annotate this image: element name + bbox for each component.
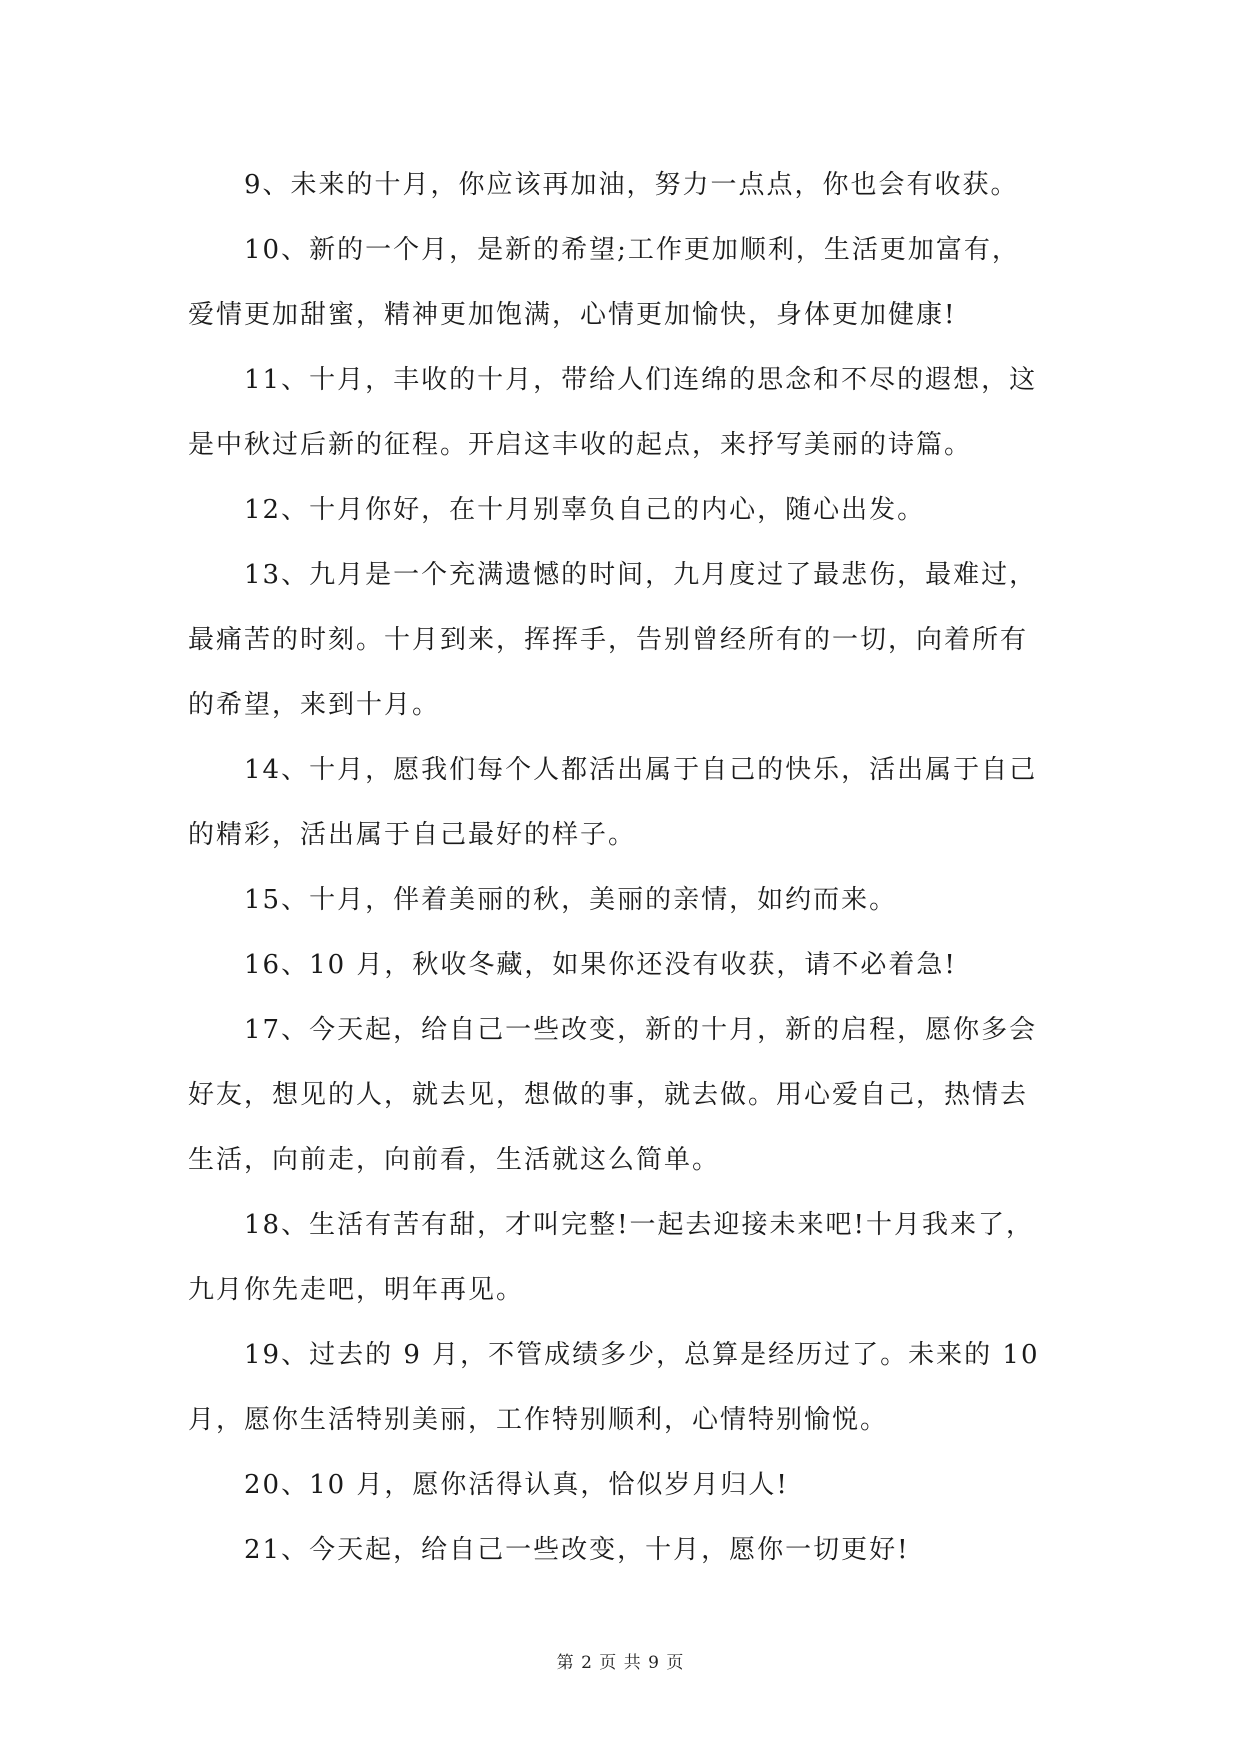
- paragraph-line: 13、九月是一个充满遗憾的时间，九月度过了最悲伤，最难过，: [244, 560, 1038, 590]
- paragraph-line: 好友，想见的人，就去见，想做的事，就去做。用心爱自己，热情去: [188, 1080, 1029, 1110]
- paragraph: [188, 478, 1054, 543]
- paragraph-line: 20、10 月，愿你活得认真，恰似岁月归人!: [244, 1470, 789, 1500]
- paragraph-line: 15、十月，伴着美丽的秋，美丽的亲情，如约而来。: [244, 885, 898, 915]
- paragraph-line: 九月你先走吧，明年再见。: [188, 1275, 525, 1305]
- paragraph-line: 的希望，来到十月。: [188, 690, 441, 720]
- paragraph-line: 16、10 月，秋收冬藏，如果你还没有收获，请不必着急!: [244, 950, 957, 980]
- paragraph: [188, 543, 1054, 738]
- paragraph-line: 是中秋过后新的征程。开启这丰收的起点，来抒写美丽的诗篇。: [188, 430, 973, 460]
- paragraph-line: 14、十月，愿我们每个人都活出属于自己的快乐，活出属于自己: [244, 755, 1038, 785]
- paragraph: [188, 933, 1054, 998]
- paragraph: [188, 218, 1054, 348]
- paragraph: [188, 153, 1054, 218]
- paragraph-line: 爱情更加甜蜜，精神更加饱满，心情更加愉快，身体更加健康!: [188, 300, 957, 330]
- paragraph-line: 11、十月，丰收的十月，带给人们连绵的思念和不尽的遐想，这: [244, 365, 1038, 395]
- paragraph-line: 月，愿你生活特别美丽，工作特别顺利，心情特别愉悦。: [188, 1405, 889, 1435]
- paragraph: [188, 1518, 1054, 1583]
- paragraph: [188, 1323, 1054, 1453]
- paragraph: [188, 998, 1054, 1193]
- paragraph-line: 10、新的一个月，是新的希望;工作更加顺利，生活更加富有，: [244, 235, 1020, 265]
- paragraph-line: 生活，向前走，向前看，生活就这么简单。: [188, 1145, 721, 1175]
- paragraph-line: 17、今天起，给自己一些改变，新的十月，新的启程，愿你多会: [244, 1015, 1038, 1045]
- paragraph-line: 21、今天起，给自己一些改变，十月，愿你一切更好!: [244, 1535, 910, 1565]
- paragraph-line: 19、过去的 9 月，不管成绩多少，总算是经历过了。未来的 10: [244, 1340, 1040, 1370]
- paragraph: [188, 738, 1054, 868]
- paragraph-line: 12、十月你好，在十月别辜负自己的内心，随心出发。: [244, 495, 926, 525]
- paragraph-line: 的精彩，活出属于自己最好的样子。: [188, 820, 637, 850]
- paragraph: [188, 348, 1054, 478]
- paragraph-line: 9、未来的十月，你应该再加油，努力一点点，你也会有收获。: [244, 170, 1019, 200]
- paragraph: [188, 1193, 1054, 1323]
- page-footer: 第 2 页 共 9 页: [556, 1653, 685, 1673]
- paragraph: [188, 1453, 1054, 1518]
- paragraph-line: 最痛苦的时刻。十月到来，挥挥手，告别曾经所有的一切，向着所有: [188, 625, 1029, 655]
- paragraph: [188, 868, 1054, 933]
- paragraph-line: 18、生活有苦有甜，才叫完整!一起去迎接未来吧!十月我来了，: [244, 1210, 1034, 1240]
- document-body: [188, 153, 1054, 1583]
